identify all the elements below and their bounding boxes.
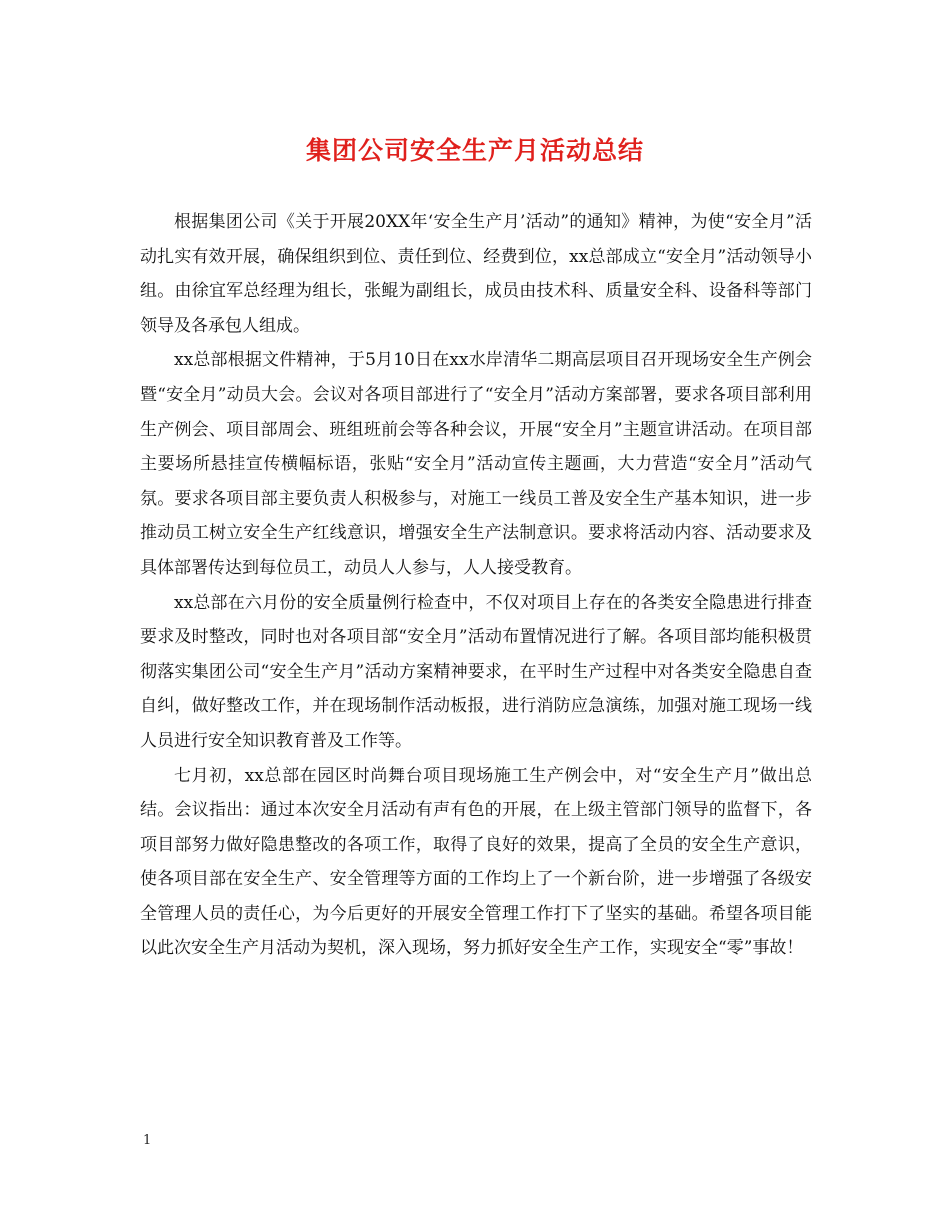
- paragraph-2: xx总部根据文件精神，于5月10日在xx水岸清华二期高层项目召开现场安全生产例会暨“安全月”动员大会。会议对各项目部进行了“安全月”活动方案部署，要求各项目部利用生产例会、项目部周会、班组班前会等各种会议，开展“安全月”主题宣讲活动。在项目部主要场所悬挂宣传横幅标语，张贴“安全月”活动宣传主题画，大力营造“安全月”活动气氛。要求各项目部主要负责人积极参与，对施工一线员工普及安全生产基本知识，进一步推动员工树立安全生产红线意识，增强安全生产法制意识。要求将活动内容、活动要求及具体部署传达到每位员工，动员人人参与，人人接受教育。: [140, 350, 812, 578]
- paragraph-1: 根据集团公司《关于开展20XX年‘安全生产月’活动”的通知》精神，为使“安全月”活动扎实有效开展，确保组织到位、责任到位、经费到位，xx总部成立“安全月”活动领导小组。由徐宜军总经理为组长，张鲲为副组长，成员由技术科、质量安全科、设备科等部门领导及各承包人组成。: [140, 212, 812, 336]
- document-title: 集团公司安全生产月活动总结: [305, 136, 644, 165]
- document-body: [140, 205, 812, 966]
- paragraph-4: 七月初，xx总部在园区时尚舞台项目现场施工生产例会中，对“安全生产月”做出总结。会议指出：通过本次安全月活动有声有色的开展，在上级主管部门领导的监督下，各项目部努力做好隐患整改的各项工作，取得了良好的效果，提高了全员的安全生产意识，使各项目部在安全生产、安全管理等方面的工作均上了一个新台阶，进一步增强了各级安全管理人员的责任心，为今后更好的开展安全管理工作打下了坚实的基础。希望各项目能以此次安全生产月活动为契机，深入现场，努力抓好安全生产工作，实现安全“零”事故！: [140, 765, 812, 959]
- paragraph-3: xx总部在六月份的安全质量例行检查中，不仅对项目上存在的各类安全隐患进行排查要求及时整改，同时也对各项目部“安全月”活动布置情况进行了解。各项目部均能积极贯彻落实集团公司“安全生产月”活动方案精神要求，在平时生产过程中对各类安全隐患自查自纠，做好整改工作，并在现场制作活动板报，进行消防应急演练，加强对施工现场一线人员进行安全知识教育普及工作等。: [140, 592, 812, 751]
- page-number: 1: [143, 1133, 152, 1148]
